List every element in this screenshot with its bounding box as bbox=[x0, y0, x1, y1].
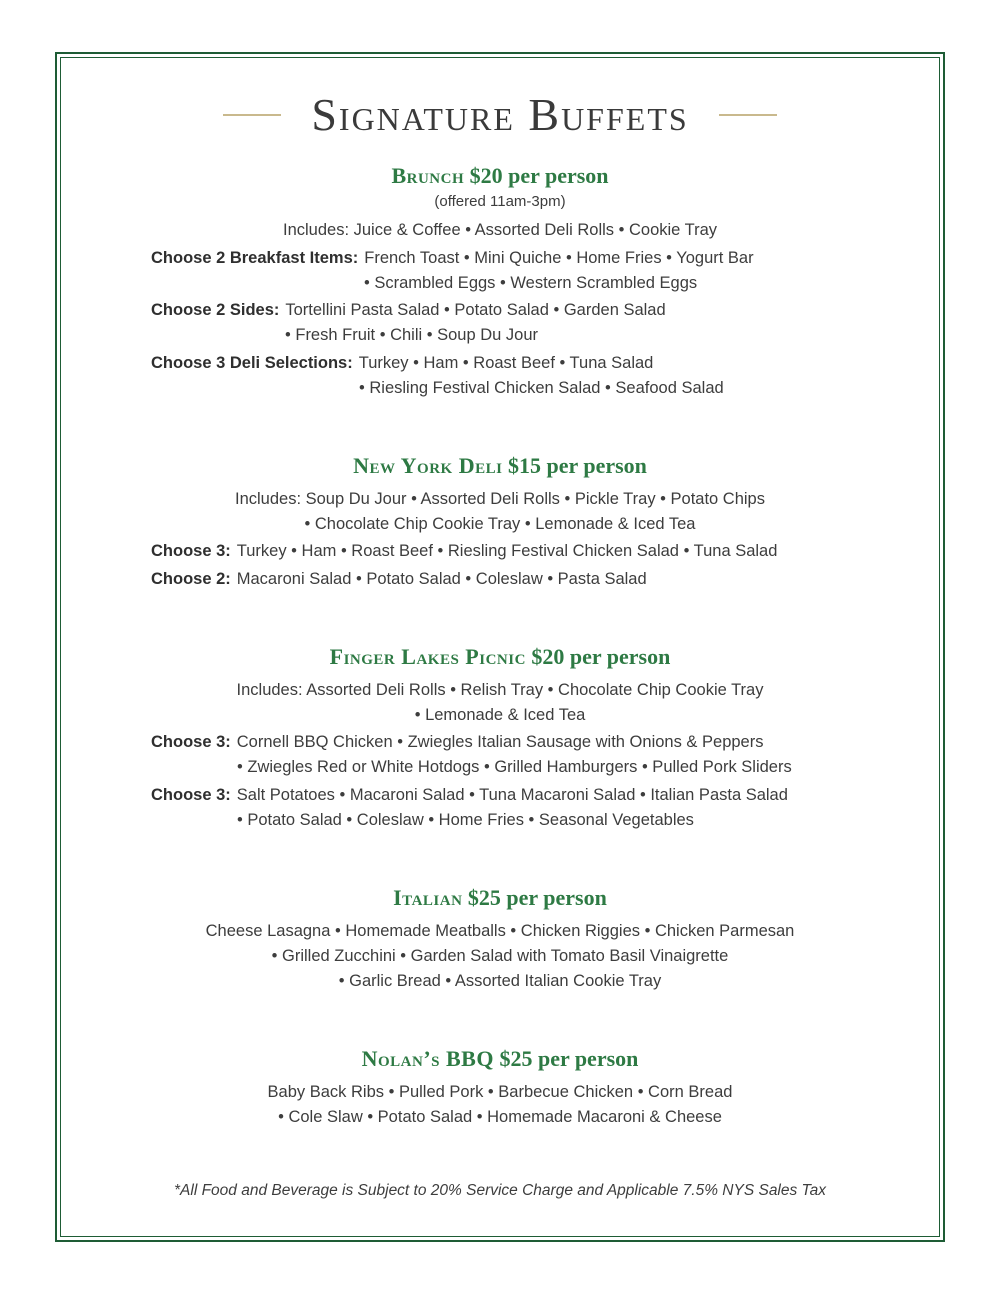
menu-line bbox=[151, 783, 849, 833]
menu-line-text: Tortellini Pasta Salad • Potato Salad • Garden Salad bbox=[285, 301, 666, 319]
choose-label: Choose 3: bbox=[151, 542, 231, 560]
choose-label: Choose 2: bbox=[151, 569, 231, 588]
section-name: New York Deli bbox=[353, 452, 503, 478]
section-price: $20 per person bbox=[464, 163, 609, 188]
menu-section bbox=[151, 163, 849, 401]
menu-section bbox=[151, 885, 849, 994]
menu-sections bbox=[151, 163, 849, 1130]
menu-title-row bbox=[151, 88, 849, 141]
section-heading bbox=[151, 453, 849, 479]
menu-line-text: Includes: Soup Du Jour • Assorted Deli Rolls • Pickle Tray • Potato Chips bbox=[235, 489, 765, 508]
menu-line bbox=[151, 246, 849, 296]
menu-line-text: Baby Back Ribs • Pulled Pork • Barbecue Chicken • Corn Bread bbox=[267, 1082, 733, 1101]
menu-line-text: French Toast • Mini Quiche • Home Fries • Yogurt Bar bbox=[364, 248, 754, 267]
section-price: $20 per person bbox=[525, 643, 671, 669]
page-title: Signature Buffets bbox=[311, 89, 689, 140]
choose-label: Choose 3 Deli Selections: bbox=[151, 353, 353, 372]
menu-line bbox=[151, 567, 849, 592]
menu-line-text: Cheese Lasagna • Homemade Meatballs • Chicken Riggies • Chicken Parmesan bbox=[205, 921, 795, 940]
right-rule-ornament bbox=[719, 114, 777, 116]
menu-line-text: Salt Potatoes • Macaroni Salad • Tuna Macaroni Salad • Italian Pasta Salad bbox=[236, 785, 788, 804]
section-price: $25 per person bbox=[493, 1045, 639, 1071]
section-heading bbox=[151, 885, 849, 911]
menu-line-text: Cornell BBQ Chicken • Zwiegles Italian Sausage with Onions & Peppers bbox=[236, 733, 764, 751]
menu-line bbox=[151, 1080, 849, 1130]
menu-section bbox=[151, 453, 849, 592]
menu-line bbox=[151, 730, 849, 780]
section-name: Brunch bbox=[391, 163, 465, 188]
section-heading bbox=[151, 1046, 849, 1072]
menu-line bbox=[151, 351, 849, 401]
menu-line-text: • Grilled Zucchini • Garden Salad with Tomato Basil Vinaigrette bbox=[271, 946, 729, 965]
menu-line-text: • Riesling Festival Chicken Salad • Seafood Salad bbox=[359, 378, 724, 397]
menu-line bbox=[151, 539, 849, 564]
section-subheading: (offered 11am-3pm) bbox=[434, 193, 566, 210]
menu-line-text: Turkey • Ham • Roast Beef • Riesling Festival Chicken Salad • Tuna Salad bbox=[236, 542, 778, 560]
choose-label: Choose 2 Sides: bbox=[151, 301, 280, 319]
footnote: *All Food and Beverage is Subject to 20% Service Charge and Applicable 7.5% NYS Sales Tax bbox=[174, 1181, 826, 1199]
decorative-border-outer bbox=[55, 52, 945, 1242]
menu-line bbox=[151, 678, 849, 728]
menu-line-text: Includes: Juice & Coffee • Assorted Deli Rolls • Cookie Tray bbox=[282, 221, 718, 239]
menu-line-text: • Zwiegles Red or White Hotdogs • Grilled Hamburgers • Pulled Pork Sliders bbox=[237, 758, 792, 776]
section-heading bbox=[151, 644, 849, 670]
menu-line-text: • Garlic Bread • Assorted Italian Cookie Tray bbox=[338, 971, 662, 990]
section-name: Finger Lakes Picnic bbox=[329, 643, 526, 669]
menu-line-text: • Potato Salad • Coleslaw • Home Fries • Seasonal Vegetables bbox=[237, 810, 694, 829]
decorative-border-inner bbox=[60, 57, 940, 1237]
section-price: $25 per person bbox=[462, 884, 607, 910]
menu-line bbox=[151, 298, 849, 348]
choose-label: Choose 2 Breakfast Items: bbox=[151, 248, 359, 267]
menu-line-text: • Scrambled Eggs • Western Scrambled Eggs bbox=[364, 273, 698, 292]
menu-line-text: • Lemonade & Iced Tea bbox=[414, 705, 586, 724]
left-rule-ornament bbox=[223, 114, 281, 116]
section-name: Italian bbox=[393, 884, 463, 910]
menu-line-text: Includes: Assorted Deli Rolls • Relish Tray • Chocolate Chip Cookie Tray bbox=[236, 680, 764, 699]
menu-line bbox=[151, 919, 849, 994]
menu-line-text: Turkey • Ham • Roast Beef • Tuna Salad bbox=[358, 353, 654, 372]
menu-section bbox=[151, 644, 849, 833]
menu-section bbox=[151, 1046, 849, 1130]
section-name: Nolan’s BBQ bbox=[361, 1045, 494, 1071]
menu-line bbox=[151, 487, 849, 537]
menu-line-text: • Chocolate Chip Cookie Tray • Lemonade & Iced Tea bbox=[304, 514, 696, 533]
menu-line-text: • Fresh Fruit • Chili • Soup Du Jour bbox=[285, 326, 538, 344]
choose-label: Choose 3: bbox=[151, 785, 231, 804]
section-price: $15 per person bbox=[502, 452, 647, 478]
choose-label: Choose 3: bbox=[151, 733, 231, 751]
menu-line-text: Macaroni Salad • Potato Salad • Coleslaw • Pasta Salad bbox=[236, 569, 647, 588]
menu-line bbox=[151, 218, 849, 243]
menu-line-text: • Cole Slaw • Potato Salad • Homemade Macaroni & Cheese bbox=[278, 1107, 722, 1126]
section-heading bbox=[151, 163, 849, 189]
